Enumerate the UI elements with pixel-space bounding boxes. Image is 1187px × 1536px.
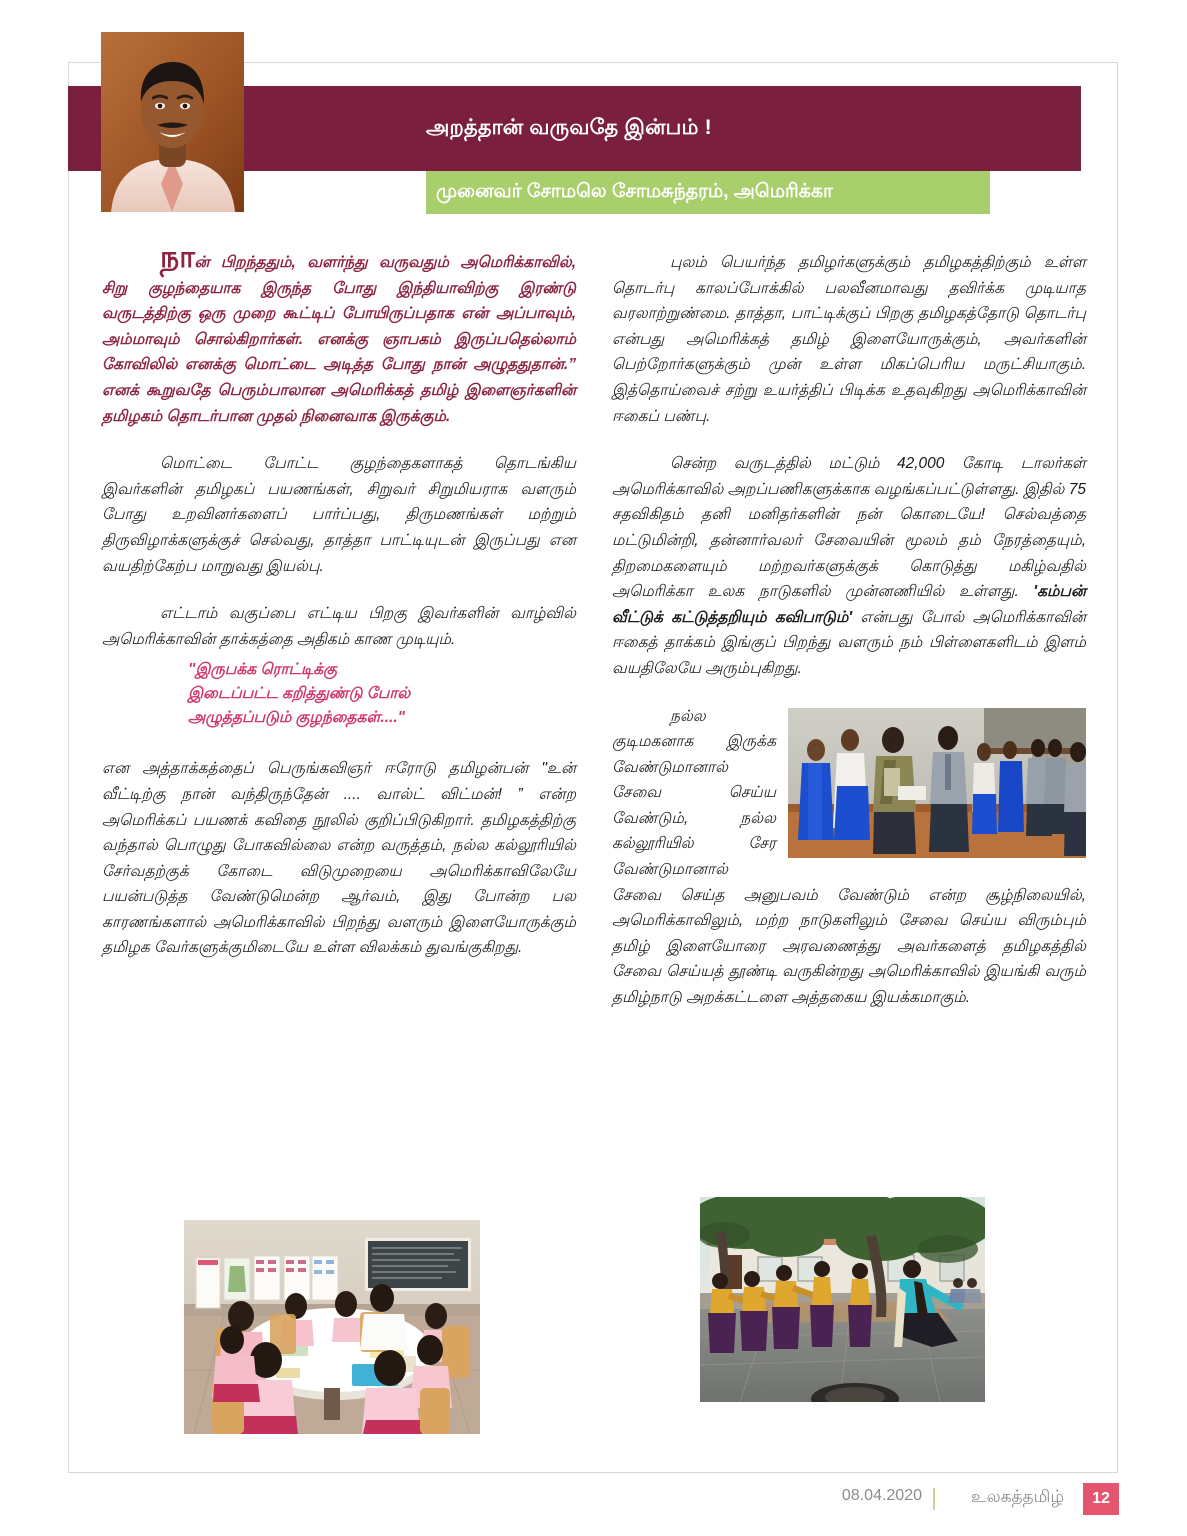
- pull-quote-line-2: இடைப்பட்ட கறித்துண்டு போல்: [188, 685, 411, 703]
- paragraph-r3-text: நல்ல குடிமகனாக இருக்க வேண்டுமானால் சேவை செய்ய வேண்டும், நல்ல கல்லூரியில் சேர வேண்டுமானால் சேவை செய்த அனுபவம் வேண்டும் என்ற சூழ்நிலையில், அமெரிக்காவிலும், மற்ற நாடுகளிலும் சேவை செய்ய விரும்பும் தமிழ் இளையோரை அரவணைத்து அவர்களைத் தமிழகத்தில் சேவை செய்யத் தூண்டி வருகின்றது அமெரிக்காவில் இயங்கி வரும் தமிழ்நாடு அறக்கட்டளை அத்தகைய இயக்கமாகும்.: [612, 707, 1086, 1007]
- left-text-column: [102, 241, 576, 983]
- author-bar: [426, 171, 990, 214]
- paragraph-r1: [612, 250, 1086, 429]
- classroom-children-round-table-photo: [184, 1220, 480, 1434]
- pull-quote: [188, 658, 576, 730]
- girls-dancing-outdoors-photo: [700, 1197, 985, 1402]
- paragraph-intro: [102, 241, 576, 429]
- paragraph-r3: [612, 704, 1086, 1011]
- paragraph-4: [102, 756, 576, 961]
- paragraph-intro-text: ன் பிறந்ததும், வளர்ந்து வருவதும் அமெரிக்காவில், சிறு குழந்தையாக இருந்த போது இந்தியாவிற்கு இரண்டு வருடத்திற்கு ஒரு முறை கூட்டிப் போயிருப்பதாக என் அப்பாவும், அம்மாவும் சொல்கிறார்கள். எனக்கு ஞாபகம் இருப்பதெல்லாம் கோவிலில் எனக்கு மொட்டை அடித்த போது நான் அழுததுதான்.” எனக் கூறுவதே பெரும்பாலான அமெரிக்கத் தமிழ் இளைஞர்களின் தமிழகம் தொடர்பான முதல் நினைவாக இருக்கும்.: [102, 254, 576, 425]
- author-portrait-photo: [101, 32, 244, 212]
- footer-magazine-name: உலகத்தமிழ்: [971, 1487, 1064, 1506]
- footer-separator: [933, 1488, 935, 1510]
- paragraph-3-text: எட்டாம் வகுப்பை எட்டிய பிறகு இவர்களின் வாழ்வில் அமெரிக்காவின் தாக்கத்தை அதிகம் காண முடியும்.: [102, 605, 576, 648]
- paragraph-2-text: மொட்டை போட்ட குழந்தைகளாகத் தொடங்கிய இவர்களின் தமிழகப் பயணங்கள், சிறுவர் சிறுமியராக வளரும் போது உறவினர்களைப் பார்ப்பது, திருமணங்கள் மற்றும் திருவிழாக்களுக்குச் செல்வது, தாத்தா பாட்டியுடன் இருப்பது என வயதிற்கேற்ப மாறுவது இயல்பு.: [102, 455, 576, 575]
- students-in-line-photo: [788, 708, 1086, 858]
- paragraph-r2-text-a: சென்ற வருடத்தில் மட்டும் 42,000 கோடி டாலர்கள் அமெரிக்காவில் அறப்பணிகளுக்காக வழங்கப்பட்டுள்ளது. இதில் 75 சதவிகிதம் தனி மனிதர்களின் நன் கொடையே! செல்வத்தை மட்டுமின்றி, தன்னார்வலர் சேவையின் மூலம் தம் நேரத்தையும், திறமைகளையும் மற்றவர்களுக்குக் கொடுத்து மகிழ்வதில் அமெரிக்கா உலக நாடுகளில் முன்னணியில் உள்ளது.: [612, 455, 1086, 601]
- page-footer: [0, 1487, 1187, 1527]
- paragraph-r2: [612, 451, 1086, 681]
- right-text-column: [612, 250, 1086, 1033]
- paragraph-r2-text-c: என்பது போல் அமெரிக்காவின் ஈகைத் தாக்கம் இங்குப் பிறந்து வளரும் நம் பிள்ளைகளிடம் இளம் வயதிலேயே அரும்புகிறது.: [612, 608, 1086, 677]
- author-byline: முனைவர் சோமலெ சோமசுந்தரம், அமெரிக்கா: [436, 181, 833, 202]
- page-title: அறத்தான் வருவதே இன்பம் !: [426, 116, 712, 139]
- page-number-badge: 12: [1083, 1483, 1119, 1515]
- paragraph-4-text: என அத்தாக்கத்தைப் பெருங்கவிஞர் ஈரோடு தமிழன்பன் "உன் வீட்டிற்கு நான் வந்திருந்தேன் .... வால்ட் விட்மன்! ” என்ற அமெரிக்கப் பயணக் கவிதை நூலில் குறிப்பிடுகிறார். தமிழகத்திற்கு வந்தால் பொழுது போகவில்லை என்ற வருத்தம், நல்ல கல்லூரியில் சேர்வதற்குக் கோடை விடுமுறையை அமெரிக்காவிலேயே பயன்படுத்த வேண்டுமென்ற ஆர்வம், இது போன்ற பல காரணங்களால் அமெரிக்காவில் பிறந்து வளரும் இளையோருக்கும் தமிழக வேர்களுக்குமிடையே உள்ள விலக்கம் துவங்குகிறது.: [102, 760, 576, 957]
- drop-cap: நா: [160, 241, 195, 274]
- pull-quote-line-1: "இருபக்க ரொட்டிக்கு: [188, 661, 337, 679]
- footer-date: 08.04.2020: [841, 1487, 922, 1504]
- pull-quote-line-3: அழுத்தப்படும் குழந்தைகள்....": [188, 709, 405, 727]
- highlighted-proverb: 'கம்பன் வீட்டுக் கட்டுத்தறியும் கவிபாடும்': [612, 583, 1086, 626]
- paragraph-2: [102, 451, 576, 579]
- paragraph-r1-text: புலம் பெயர்ந்த தமிழர்களுக்கும் தமிழகத்திற்கும் உள்ள தொடர்பு காலப்போக்கில் பலவீனமாவது தவிர்க்க முடியாத வரலாற்றுண்மை. தாத்தா, பாட்டிக்குப் பிறகு தமிழகத்தோடு தொடர்பு என்பது அமெரிக்கத் தமிழ் இளையோருக்கும், அவர்களின் பெற்றோர்களுக்கும் முன் உள்ள மிகப்பெரிய மருட்சியாகும். இத்தொய்வைச் சற்று உயர்த்திப் பிடிக்க உதவுகிறது அமெரிக்காவின் ஈகைப் பண்பு.: [612, 254, 1086, 425]
- paragraph-3: [102, 601, 576, 652]
